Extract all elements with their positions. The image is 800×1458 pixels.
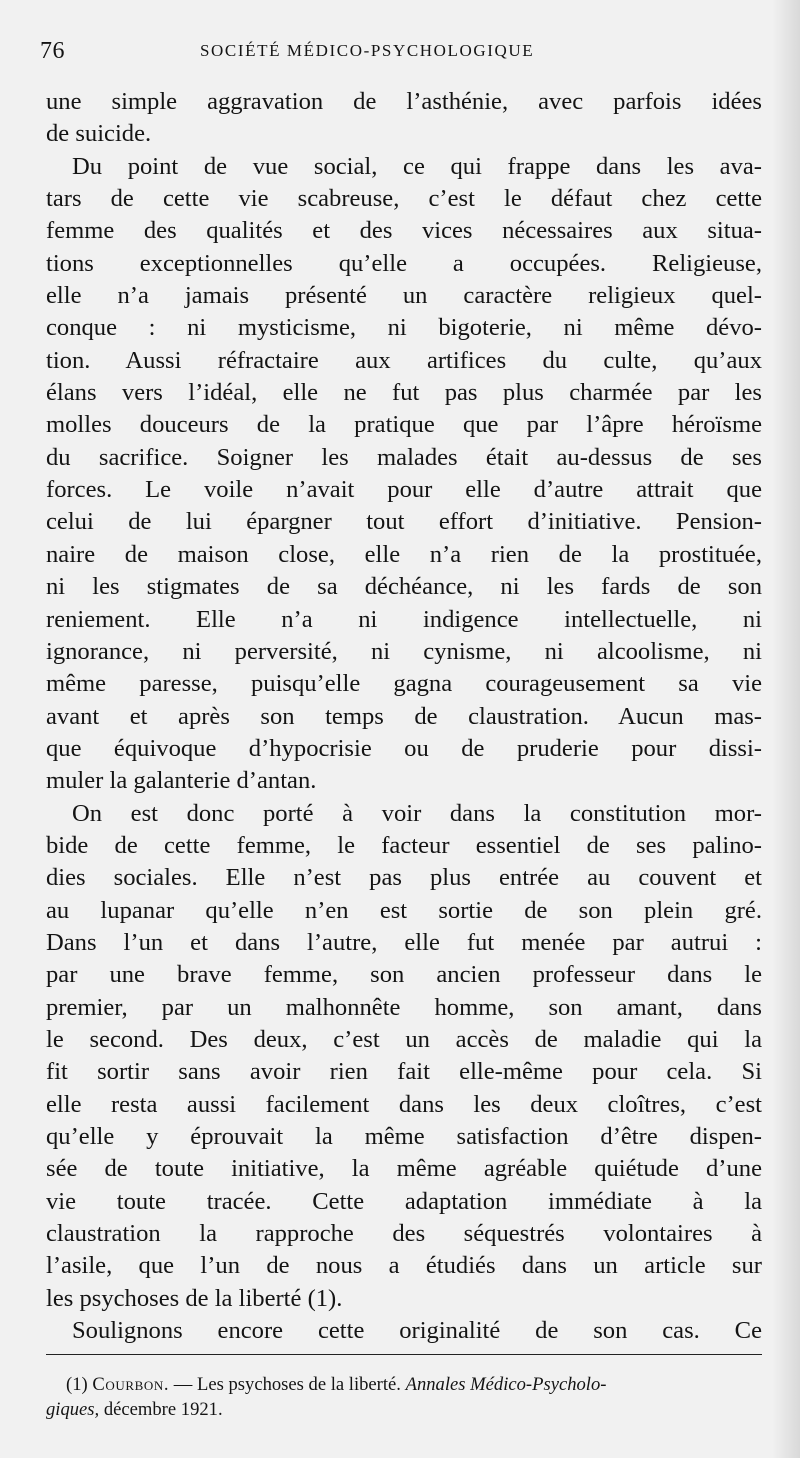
- text-line: elle n’a jamais présenté un caractère religieux quel-: [46, 282, 762, 310]
- text-line: vie toute tracée. Cette adaptation immédiate à la: [46, 1187, 762, 1215]
- text-line: Du point de vue social, ce qui frappe dans les ava-: [72, 152, 762, 180]
- footnote-author: Courbon.: [92, 1374, 170, 1395]
- footnote-line: [46, 1372, 762, 1397]
- text-line: Soulignons encore cette originalité de son cas. Ce: [72, 1317, 762, 1345]
- page-edge-shadow: [772, 0, 800, 1458]
- text-line: claustration la rapproche des séquestrés volontaires à: [46, 1220, 762, 1248]
- footnote-marker: (1): [66, 1374, 88, 1395]
- text-line: une simple aggravation de l’asthénie, avec parfois idées: [46, 88, 762, 115]
- footnote-line: [46, 1397, 762, 1422]
- text-line: le second. Des deux, c’est un accès de maladie qui la: [46, 1025, 762, 1053]
- text-line: reniement. Elle n’a ni indigence intellectuelle, ni: [46, 605, 762, 633]
- text-line: au lupanar qu’elle n’en est sortie de son plein gré.: [46, 896, 762, 924]
- text-line: sée de toute initiative, la même agréable quiétude d’une: [46, 1155, 762, 1183]
- text-line: premier, par un malhonnête homme, son amant, dans: [46, 993, 762, 1021]
- text-line: ni les stigmates de sa déchéance, ni les fards de son: [46, 573, 762, 601]
- text-line: dies sociales. Elle n’est pas plus entrée au couvent et: [46, 864, 762, 892]
- text-line: elle resta aussi facilement dans les deux cloîtres, c’est: [46, 1090, 762, 1118]
- text-line: conque : ni mysticisme, ni bigoterie, ni même dévo-: [46, 314, 762, 342]
- footnote: [46, 1372, 762, 1422]
- text-line: tars de cette vie scabreuse, c’est le défaut chez cette: [46, 185, 762, 213]
- page-header: [40, 38, 760, 72]
- text-line: les psychoses de la liberté (1).: [46, 1284, 343, 1312]
- text-line: l’asile, que l’un de nous a étudiés dans un article sur: [46, 1252, 762, 1280]
- text-line: molles douceurs de la pratique que par l’âpre héroïsme: [46, 411, 762, 439]
- text-line: femme des qualités et des vices nécessaires aux situa-: [46, 217, 762, 245]
- text-line: On est donc porté à voir dans la constitution mor-: [72, 799, 762, 827]
- text-line: même paresse, puisqu’elle gagna courageusement sa vie: [46, 670, 762, 698]
- text-line: celui de lui épargner tout effort d’initiative. Pension-: [46, 508, 762, 536]
- footnote-journal-continued: giques,: [46, 1399, 100, 1420]
- text-line: muler la galanterie d’antan.: [46, 767, 317, 795]
- footnote-date: décembre 1921.: [103, 1399, 223, 1420]
- text-line: du sacrifice. Soigner les malades était au-dessus de ses: [46, 443, 762, 471]
- running-head: SOCIÉTÉ MÉDICO-PSYCHOLOGIQUE: [200, 41, 535, 60]
- page-number: 76: [40, 38, 65, 64]
- footnote-title: — Les psychoses de la liberté.: [173, 1374, 401, 1395]
- text-line: élans vers l’idéal, elle ne fut pas plus charmée par les: [46, 379, 762, 407]
- footnote-rule: [46, 1354, 762, 1355]
- body-text: [46, 86, 762, 1347]
- text-line: ignorance, ni perversité, ni cynisme, ni alcoolisme, ni: [46, 637, 762, 665]
- text-line: par une brave femme, son ancien professeur dans le: [46, 961, 762, 989]
- footnote-journal: Annales Médico-Psycholo-: [405, 1374, 607, 1395]
- text-line: fit sortir sans avoir rien fait elle-même pour cela. Si: [46, 1058, 762, 1086]
- text-line: tions exceptionnelles qu’elle a occupées. Religieuse,: [46, 249, 762, 277]
- text-line: que équivoque d’hypocrisie ou de pruderie pour dissi-: [46, 734, 762, 762]
- text-line: naire de maison close, elle n’a rien de la prostituée,: [46, 540, 762, 568]
- text-line: tion. Aussi réfractaire aux artifices du culte, qu’aux: [46, 346, 762, 374]
- text-line: bide de cette femme, le facteur essentiel de ses palino-: [46, 831, 762, 859]
- text-line: Dans l’un et dans l’autre, elle fut menée par autrui :: [46, 928, 762, 956]
- text-line: avant et après son temps de claustration. Aucun mas-: [46, 702, 762, 730]
- text-line: de suicide.: [46, 120, 152, 148]
- text-line: qu’elle y éprouvait la même satisfaction d’être dispen-: [46, 1123, 762, 1150]
- text-line: forces. Le voile n’avait pour elle d’autre attrait que: [46, 476, 762, 504]
